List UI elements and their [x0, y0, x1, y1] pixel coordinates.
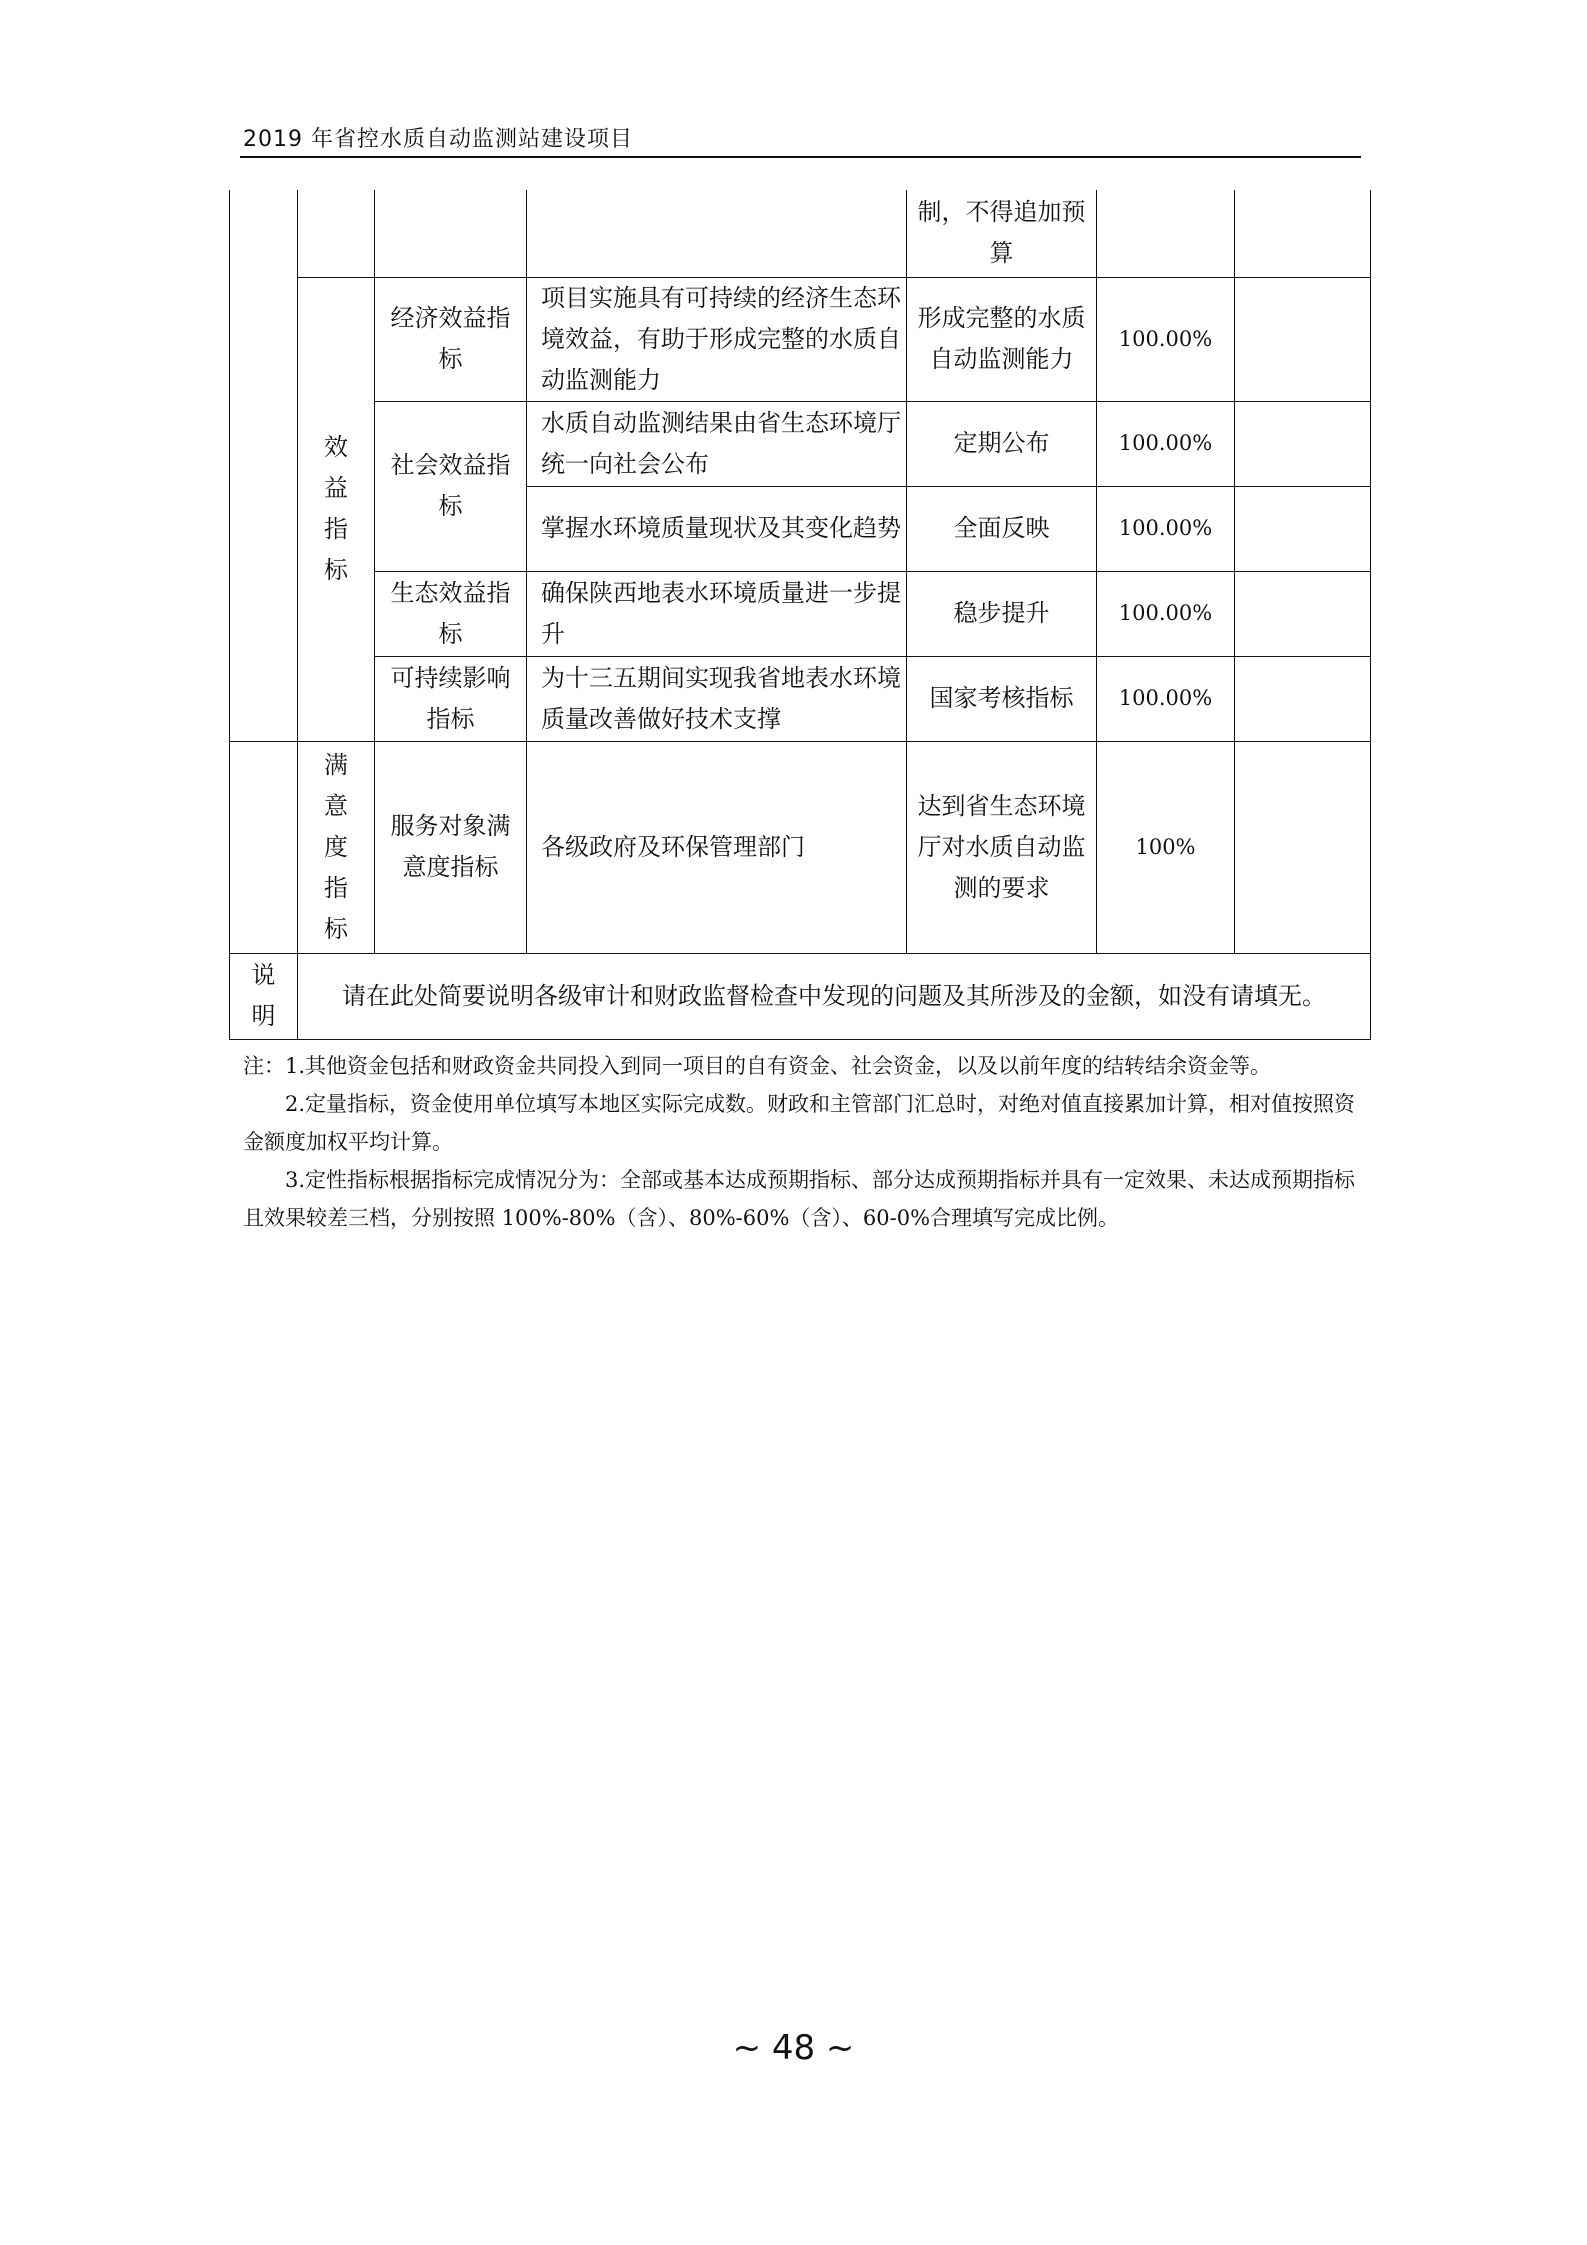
blank-cell — [527, 190, 907, 277]
table-row — [230, 953, 1371, 1039]
remark-text: 请在此处简要说明各级审计和财政监督检查中发现的问题及其所涉及的金额，如没有请填无。 — [298, 953, 1371, 1039]
table-row — [230, 190, 1371, 277]
target-cell: 全面反映 — [907, 486, 1097, 571]
table-row — [230, 656, 1371, 741]
page-header: 2019 年省控水质自动监测站建设项目 — [243, 127, 633, 152]
target-cell: 稳步提升 — [907, 571, 1097, 656]
blank-cell — [1097, 190, 1235, 277]
table-row — [230, 571, 1371, 656]
blank-cell — [1235, 486, 1371, 571]
note-1: 注：1.其他资金包括和财政资金共同投入到同一项目的自有资金、社会资金，以及以前年度的结转结余资金等。 — [243, 1054, 1272, 1078]
value-cell: 100.00% — [1097, 486, 1235, 571]
note-3: 3.定性指标根据指标完成情况分为：全部或基本达成预期指标、部分达成预期指标并具有一定效果、未达成预期指标且效果较差三档，分别按照 100%-80%（含）、80%-60%（含）、60-0%合理填写完成比例。 — [243, 1168, 1356, 1230]
target-cell: 国家考核指标 — [907, 656, 1097, 741]
blank-cell — [1235, 401, 1371, 486]
subcategory-cell: 可持续影响指标 — [375, 656, 527, 741]
remark-label: 说 明 — [230, 953, 298, 1039]
target-cell: 达到省生态环境厅对水质自动监测的要求 — [907, 741, 1097, 953]
performance-table — [229, 190, 1371, 1040]
header-rule — [240, 156, 1361, 158]
table-row — [230, 277, 1371, 401]
page-number: ~ 48 ~ — [732, 2028, 855, 2068]
blank-cell — [1235, 190, 1371, 277]
value-cell: 100.00% — [1097, 277, 1235, 401]
value-cell: 100% — [1097, 741, 1235, 953]
blank-cell — [1235, 741, 1371, 953]
blank-cell — [1235, 656, 1371, 741]
indicator-desc: 项目实施具有可持续的经济生态环境效益，有助于形成完整的水质自动监测能力 — [527, 277, 907, 401]
category-benefit: 效 益 指 标 — [298, 277, 375, 741]
blank-cell — [1235, 277, 1371, 401]
value-cell: 100.00% — [1097, 401, 1235, 486]
blank-cell — [375, 190, 527, 277]
target-cell: 制，不得追加预算 — [907, 190, 1097, 277]
left-blank-cell — [230, 741, 298, 953]
blank-cell — [298, 190, 375, 277]
indicator-desc: 水质自动监测结果由省生态环境厅统一向社会公布 — [527, 401, 907, 486]
table-row — [230, 741, 1371, 953]
target-cell: 形成完整的水质自动监测能力 — [907, 277, 1097, 401]
blank-cell — [1235, 571, 1371, 656]
indicator-desc: 为十三五期间实现我省地表水环境质量改善做好技术支撑 — [527, 656, 907, 741]
subcategory-cell: 社会效益指标 — [375, 401, 527, 571]
target-cell: 定期公布 — [907, 401, 1097, 486]
indicator-desc: 各级政府及环保管理部门 — [527, 741, 907, 953]
indicator-desc: 确保陕西地表水环境质量进一步提升 — [527, 571, 907, 656]
table-row — [230, 401, 1371, 486]
value-cell: 100.00% — [1097, 656, 1235, 741]
value-cell: 100.00% — [1097, 571, 1235, 656]
subcategory-cell: 生态效益指标 — [375, 571, 527, 656]
left-blank-cell — [230, 190, 298, 741]
subcategory-cell: 经济效益指标 — [375, 277, 527, 401]
indicator-desc: 掌握水环境质量现状及其变化趋势 — [527, 486, 907, 571]
category-satisfaction: 满 意 度 指 标 — [298, 741, 375, 953]
notes — [243, 1047, 1363, 1237]
subcategory-cell: 服务对象满意度指标 — [375, 741, 527, 953]
note-2: 2.定量指标，资金使用单位填写本地区实际完成数。财政和主管部门汇总时，对绝对值直接累加计算，相对值按照资金额度加权平均计算。 — [243, 1092, 1356, 1154]
